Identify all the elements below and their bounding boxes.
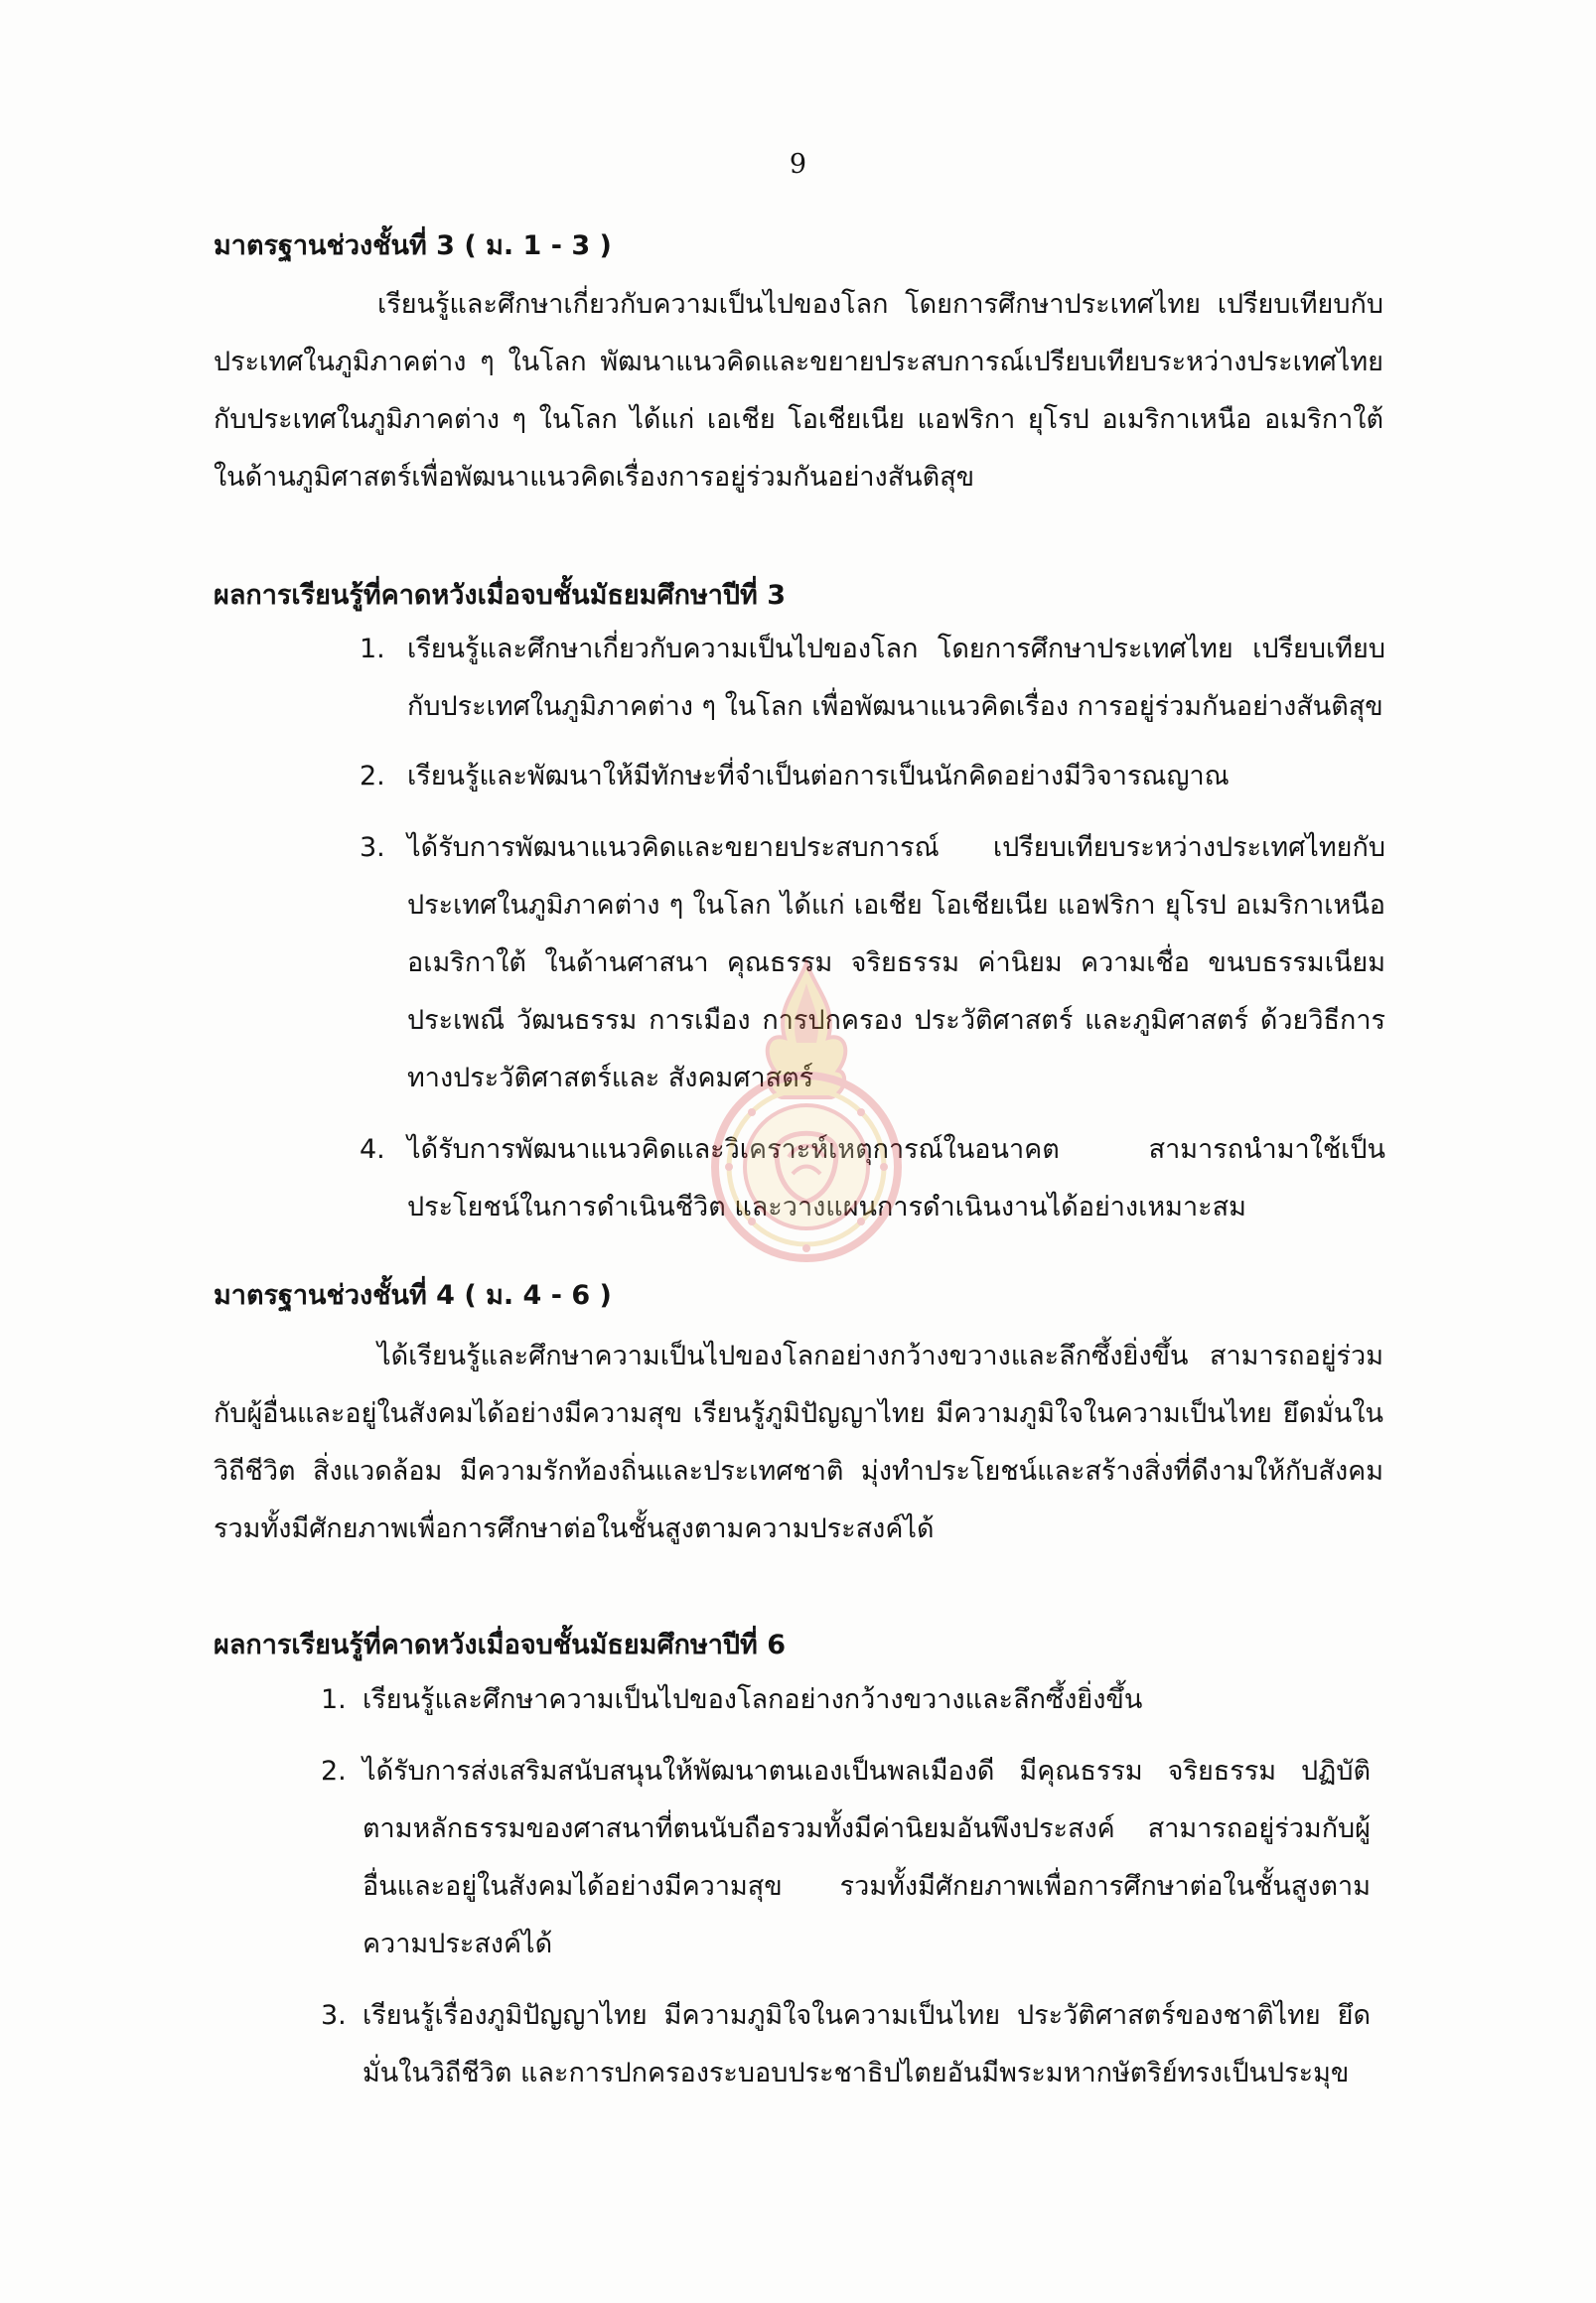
list-item-text: ได้รับการส่งเสริมสนับสนุนให้พัฒนาตนเองเป็นพลเมืองดี มีคุณธรรม จริยธรรม ปฏิบัติตามหลักธรรมของศาสนาที่ตนนับถือรวมทั้งมีค่านิยมอันพึงประสงค์ สามารถอยู่ร่วมกับผู้อื่นและอยู่ในสังคมได้อย่างมีความสุข รวมทั้งมีศักยภาพเพื่อการศึกษาต่อในชั้นสูงตามความประสงค์ได้ — [363, 1756, 1371, 1959]
list-item-text: เรียนรู้และศึกษาความเป็นไปของโลกอย่างกว้างขวางและลึกซึ้งยิ่งขึ้น — [363, 1684, 1143, 1715]
list-item-number: 2. — [321, 1756, 347, 1787]
list-item-number: 3. — [360, 832, 385, 863]
page-number: 9 — [789, 149, 807, 180]
outcomes-list-grade-12 — [321, 1671, 1371, 2102]
list-item-number: 1. — [321, 1684, 347, 1715]
list-item-text: เรียนรู้เรื่องภูมิปัญญาไทย มีความภูมิใจในความเป็นไทย ประวัติศาสตร์ของชาติไทย ยึดมั่นในวิถีชีวิต และการปกครองระบอบประชาธิปไตยอันมีพระมหากษัตริย์ทรงเป็นประมุข — [363, 2000, 1371, 2088]
outcomes-heading-grade-12: ผลการเรียนรู้ที่คาดหวังเมื่อจบชั้นมัธยมศึกษาปีที่ 6 — [214, 1630, 787, 1660]
list-item-text: เรียนรู้และศึกษาเกี่ยวกับความเป็นไปของโลก โดยการศึกษาประเทศไทย เปรียบเทียบกับประเทศในภูมิภาคต่าง ๆ ในโลก เพื่อพัฒนาแนวคิดเรื่อง การอยู่ร่วมกันอย่างสันติสุข — [407, 634, 1385, 722]
list-item — [321, 1743, 1371, 1973]
section-paragraph-level-3: เรียนรู้และศึกษาเกี่ยวกับความเป็นไปของโลก โดยการศึกษาประเทศไทย เปรียบเทียบกับประเทศในภูมิภาคต่าง ๆ ในโลก พัฒนาแนวคิดและขยายประสบการณ์เปรียบเทียบระหว่างประเทศไทยกับประเทศในภูมิภาคต่าง ๆ ในโลก ได้แก่ เอเชีย โอเชียเนีย แอฟริกา ยุโรป อเมริกาเหนือ อเมริกาใต้ ในด้านภูมิศาสตร์เพื่อพัฒนาแนวคิดเรื่องการอยู่ร่วมกันอย่างสันติสุข — [214, 289, 1383, 493]
list-item — [360, 748, 1385, 805]
outcomes-heading-grade-9: ผลการเรียนรู้ที่คาดหวังเมื่อจบชั้นมัธยมศึกษาปีที่ 3 — [214, 580, 787, 611]
list-item — [360, 621, 1385, 736]
section-paragraph-level-4: ได้เรียนรู้และศึกษาความเป็นไปของโลกอย่างกว้างขวางและลึกซึ้งยิ่งขึ้น สามารถอยู่ร่วมกับผู้อื่นและอยู่ในสังคมได้อย่างมีความสุข เรียนรู้ภูมิปัญญาไทย มีความภูมิใจในความเป็นไทย ยึดมั่นในวิถีชีวิต สิ่งแวดล้อม มีความรักท้องถิ่นและประเทศชาติ มุ่งทำประโยชน์และสร้างสิ่งที่ดีงามให้กับสังคม รวมทั้งมีศักยภาพเพื่อการศึกษาต่อในชั้นสูงตามความประสงค์ได้ — [214, 1341, 1383, 1544]
section-heading-level-4: มาตรฐานช่วงชั้นที่ 4 ( ม. 4 - 6 ) — [214, 1280, 612, 1311]
list-item — [321, 1987, 1371, 2102]
outcomes-list-grade-9 — [360, 621, 1385, 1236]
list-item-number: 1. — [360, 634, 385, 664]
section-heading-level-3: มาตรฐานช่วงชั้นที่ 3 ( ม. 1 - 3 ) — [214, 230, 612, 261]
list-item-number: 4. — [360, 1134, 385, 1165]
list-item-number: 2. — [360, 761, 385, 792]
list-item — [360, 1121, 1385, 1236]
list-item — [360, 819, 1385, 1107]
list-item-text: เรียนรู้และพัฒนาให้มีทักษะที่จำเป็นต่อการเป็นนักคิดอย่างมีวิจารณญาณ — [407, 761, 1230, 792]
list-item-text: ได้รับการพัฒนาแนวคิดและขยายประสบการณ์ เปรียบเทียบระหว่างประเทศไทยกับประเทศในภูมิภาคต่าง ๆ ในโลก ได้แก่ เอเชีย โอเชียเนีย แอฟริกา ยุโรป อเมริกาเหนือ อเมริกาใต้ ในด้านศาสนา คุณธรรม จริยธรรม ค่านิยม ความเชื่อ ขนบธรรมเนียม ประเพณี วัฒนธรรม การเมือง การปกครอง ประวัติศาสตร์ และภูมิศาสตร์ ด้วยวิธีการทางประวัติศาสตร์และ สังคมศาสตร์ — [407, 832, 1385, 1093]
list-item-number: 3. — [321, 2000, 347, 2031]
list-item — [321, 1671, 1371, 1729]
list-item-text: ได้รับการพัฒนาแนวคิดและวิเคราะห์เหตุการณ์ในอนาคต สามารถนำมาใช้เป็นประโยชน์ในการดำเนินชีวิต และวางแผนการดำเนินงานได้อย่างเหมาะสม — [407, 1134, 1385, 1223]
